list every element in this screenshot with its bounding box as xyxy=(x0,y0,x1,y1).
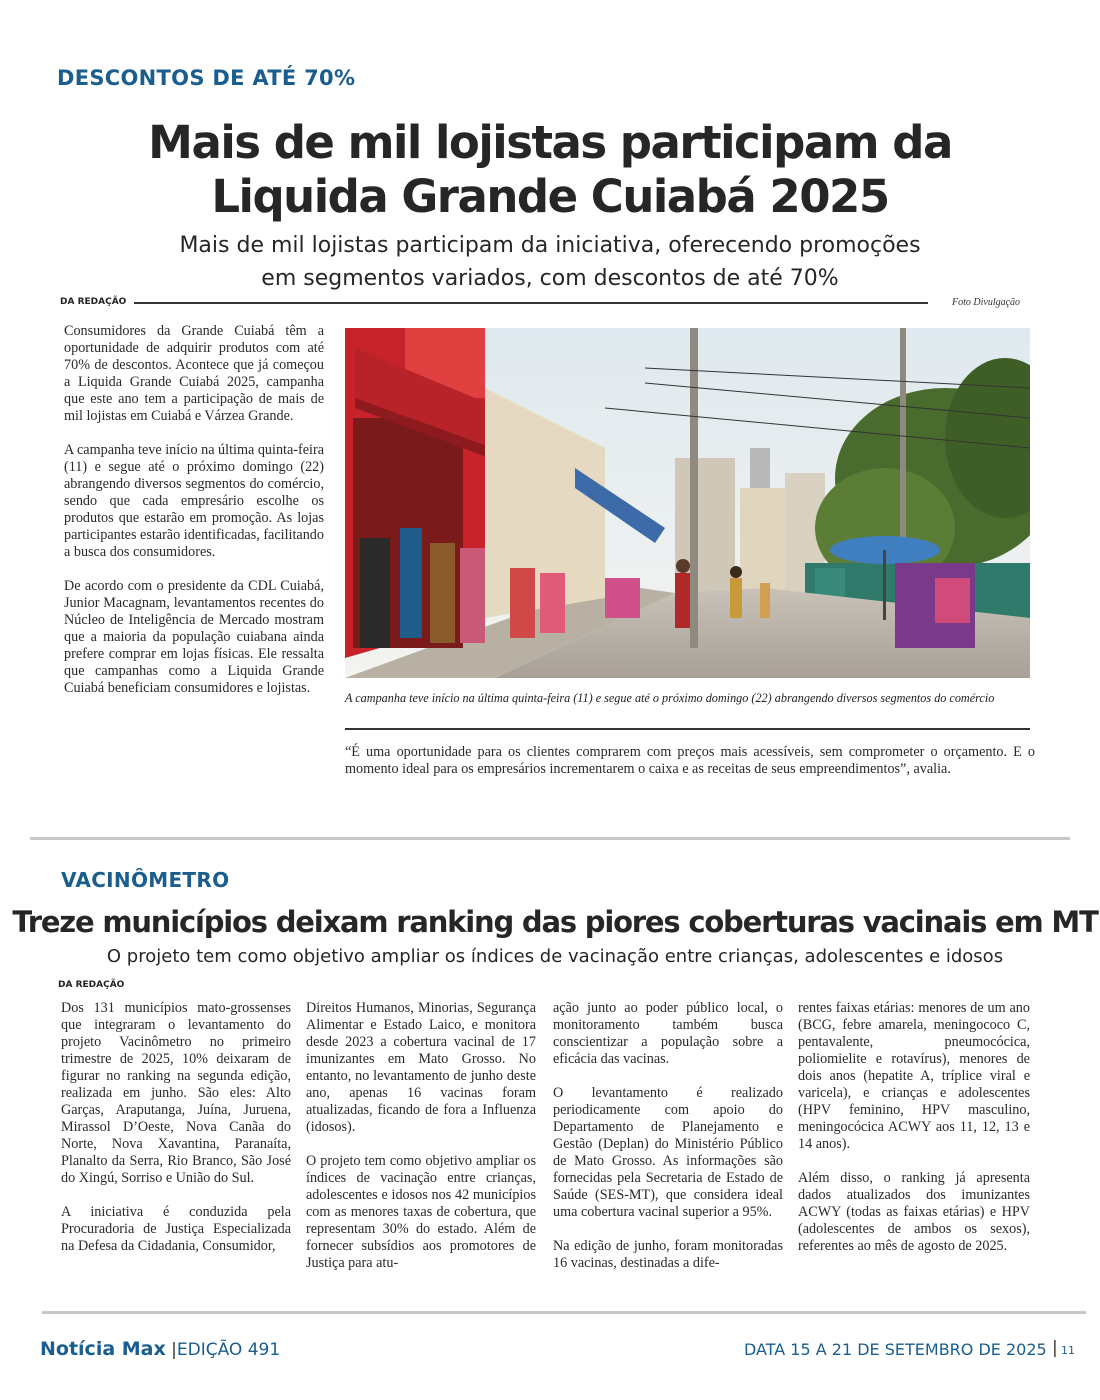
paragraph: O levantamento é realizado periodicamente com apoio do Departamento de Planejamento e Gestão (Deplan) do Ministério Público de Mato Grosso. As informações são fornecidas pela Secretaria de Estado de Saúde (SES-MT), que considera ideal uma cobertura vacinal superior a 95%. xyxy=(553,1085,783,1220)
street-photo-image xyxy=(345,328,1030,678)
paragraph: Na edição de junho, foram monitoradas 16 vacinas, destinadas a dife- xyxy=(553,1238,783,1271)
street-photo xyxy=(345,328,1030,678)
section-kicker: VACINÔMETRO xyxy=(61,868,230,892)
subheadline-line-1: Mais de mil lojistas participam da iniciativa, oferecendo promoções xyxy=(179,233,921,258)
subheadline-line-2: em segmentos variados, com descontos de até 70% xyxy=(261,266,839,291)
byline: DA REDAÇÃO xyxy=(58,980,125,990)
brand-name: Notícia Max xyxy=(40,1338,166,1360)
pull-quote: “É uma oportunidade para os clientes comprarem com preços mais acessíveis, sem comprometer o orçamento. E o momento ideal para os empresários incrementarem o caixa e as receitas de seus empreendimentos”, avalia. xyxy=(345,744,1035,777)
paragraph: De acordo com o presidente da CDL Cuiabá, Junior Macagnam, levantamentos recentes do Núcleo de Inteligência de Mercado mostram que a maioria da população cuiabana ainda prefere comprar em lojas físicas. Ele ressalta que campanhas como a Liquida Grande Cuiabá beneficiam consumidores e lojistas. xyxy=(64,578,324,696)
headline xyxy=(0,116,1100,224)
subheadline xyxy=(0,229,1100,295)
column-4 xyxy=(798,1000,1030,1272)
page-separator: | xyxy=(1052,1338,1058,1358)
byline: DA REDAÇÃO xyxy=(60,297,127,307)
article-body xyxy=(64,323,324,714)
paragraph: Além disso, o ranking já apresenta dados atualizados dos imunizantes ACWY (todas as faixas etárias) e HPV (adolescentes de ambos os sexos), referentes ao mês de agosto de 2025. xyxy=(798,1170,1030,1254)
column-1 xyxy=(61,1000,291,1272)
byline-rule xyxy=(134,302,928,304)
edition-label: EDIÇÃO 491 xyxy=(176,1340,281,1360)
paragraph: ação junto ao poder público local, o monitoramento também busca conscientizar a população sobre a eficácia das vacinas. xyxy=(553,1000,783,1067)
paragraph: Dos 131 municípios mato-grossenses que integraram o levantamento do projeto Vacinômetro no primeiro trimestre de 2025, 10% deixaram de figurar no ranking na segunda edição, realizada em junho. São eles: Alto Garças, Araputanga, Juína, Juruena, Mirassol D’Oeste, Nova Canãa do Norte, Nova Xavantina, Paranaíta, Planalto da Serra, Rio Branco, São José do Xingú, Sorriso e União do Sul. xyxy=(61,1000,291,1186)
paragraph: O projeto tem como objetivo ampliar os índices de vacinação entre crianças, adolescentes e idosos nos 42 municípios com as menores taxas de cobertura, que representam 30% do estado. Além de fornecer subsídios aos promotores de Justiça para atu- xyxy=(306,1153,536,1271)
paragraph: Consumidores da Grande Cuiabá têm a oportunidade de adquirir produtos com até 70% de descontos. Acontece que já começou a Liquida Grande Cuiabá 2025, campanha que este ano tem a participação de mais de mil lojistas em Cuiabá e Várzea Grande. xyxy=(64,323,324,424)
photo-credit: Foto Divulgação xyxy=(952,297,1021,308)
headline-line-2: Liquida Grande Cuiabá 2025 xyxy=(211,170,889,223)
paragraph: A campanha teve início na última quinta-feira (11) e segue até o próximo domingo (22) abrangendo diversos segmentos do comércio, sendo que cada empresário escolhe os produtos que estarão em promoção. As lojas participantes estarão identificadas, facilitando a busca dos consumidores. xyxy=(64,442,325,560)
section-divider xyxy=(30,837,1070,840)
headline-line-1: Mais de mil lojistas participam da xyxy=(148,116,952,169)
subheadline: O projeto tem como objetivo ampliar os índices de vacinação entre crianças, adolescentes e idosos xyxy=(106,946,1004,967)
photo-caption: A campanha teve início na última quinta-feira (11) e segue até o próximo domingo (22) abrangendo diversos segmentos do comércio xyxy=(345,691,995,705)
page-number: 11 xyxy=(1061,1344,1075,1357)
paragraph: Direitos Humanos, Minorias, Segurança Alimentar e Estado Laico, e monitora desde 2023 a cobertura vacinal de 17 imunizantes em Mato Grosso. No entanto, no levantamento de junho deste ano, apenas 16 vacinas foram atualizadas, ficando de fora a Influenza (idosos). xyxy=(306,1000,536,1135)
footer-date: DATA 15 A 21 DE SETEMBRO DE 2025 xyxy=(744,1340,1047,1359)
footer-brand: Notícia Max |EDIÇÃO 491 xyxy=(40,1338,281,1360)
section-kicker: DESCONTOS DE ATÉ 70% xyxy=(57,66,356,90)
column-2 xyxy=(306,1000,536,1289)
paragraph: rentes faixas etárias: menores de um ano (BCG, febre amarela, meningococo C, pentavalente, pneumocócica, poliomielite e rotavírus), menores de dois anos (hepatite A, tríplice viral e varicela), e crianças e adolescentes (HPV feminino, HPV masculino, meningocócica ACWY aos 11, 12, 13 e 14 anos). xyxy=(798,1000,1030,1152)
column-3 xyxy=(553,1000,783,1289)
caption-rule xyxy=(345,728,1030,730)
headline: Treze municípios deixam ranking das piores coberturas vacinais em MT xyxy=(12,905,1098,939)
footer-rule xyxy=(42,1311,1086,1314)
paragraph: A iniciativa é conduzida pela Procuradoria de Justiça Especializada na Defesa da Cidadania, Consumidor, xyxy=(61,1204,291,1254)
